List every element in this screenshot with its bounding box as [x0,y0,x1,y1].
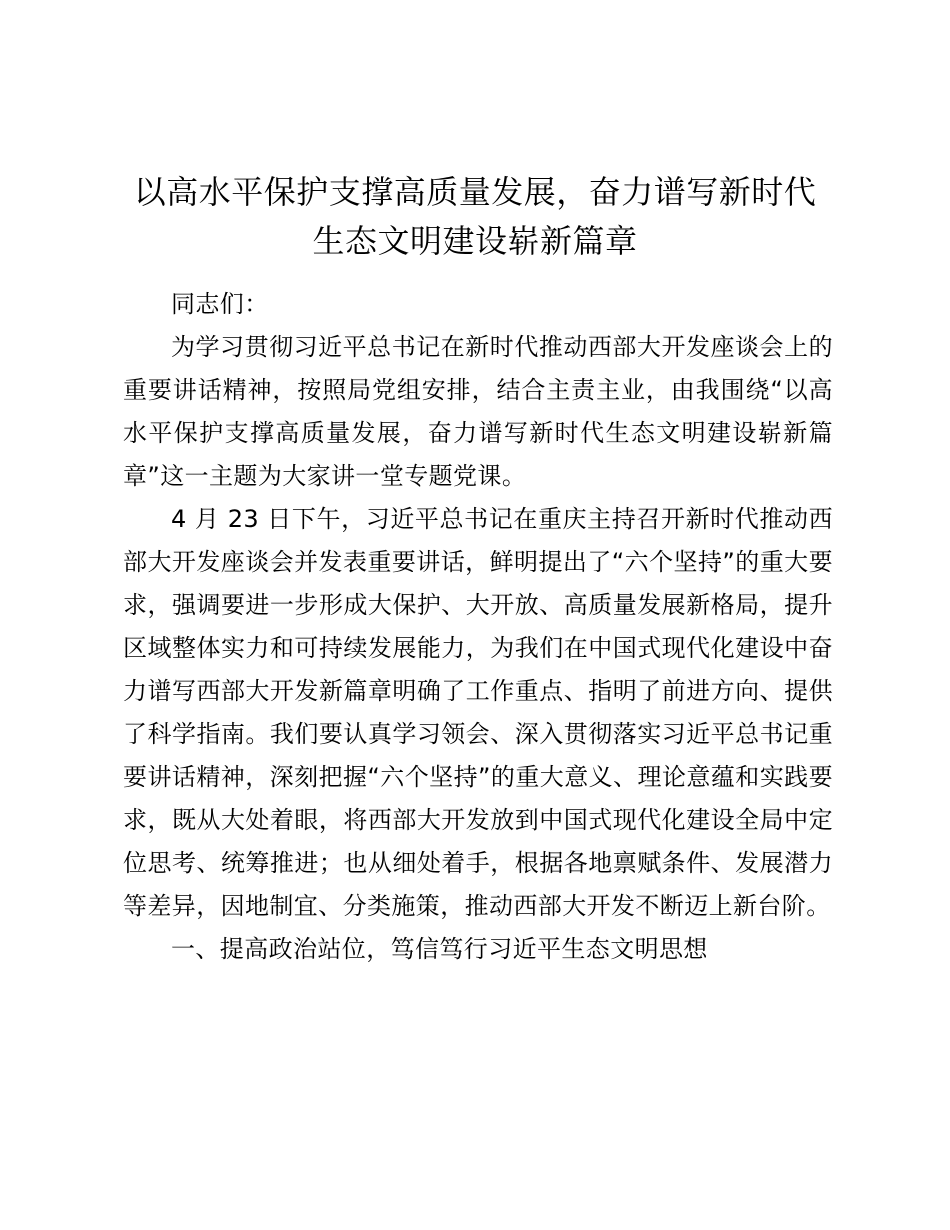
paragraph-intro: 为学习贯彻习近平总书记在新时代推动西部大开发座谈会上的重要讲话精神，按照局党组安排，结合主责主业，由我围绕“以高水平保护支撑高质量发展，奋力谱写新时代生态文明建设崭新篇章”这一主题为大家讲一堂专题党课。 [123,333,834,490]
section-heading: 一、提高政治站位，笃信笃行习近平生态文明思想 [171,935,708,963]
document-body [123,283,833,971]
document-title: 以高水平保护支撑高质量发展，奋力谱写新时代生态文明建设崭新篇章 [133,173,817,260]
paragraph-background: 4 月 23 日下午，习近平总书记在重庆主持召开新时代推动西部大开发座谈会并发表重要讲话，鲜明提出了“六个坚持”的重大要求，强调要进一步形成大保护、大开放、高质量发展新格局，提升区域整体实力和可持续发展能力，为我们在中国式现代化建设中奋力谱写西部大开发新篇章明确了工作重点、指明了前进方向、提供了科学指南。我们要认真学习领会、深入贯彻落实习近平总书记重要讲话精神，深刻把握“六个坚持”的重大意义、理论意蕴和实践要求，既从大处着眼，将西部大开发放到中国式现代化建设全局中定位思考、统筹推进；也从细处着手，根据各地禀赋条件、发展潜力等差异，因地制宜、分类施策，推动西部大开发不断迈上新台阶。 [123,505,833,920]
salutation: 同志们： [171,290,269,318]
